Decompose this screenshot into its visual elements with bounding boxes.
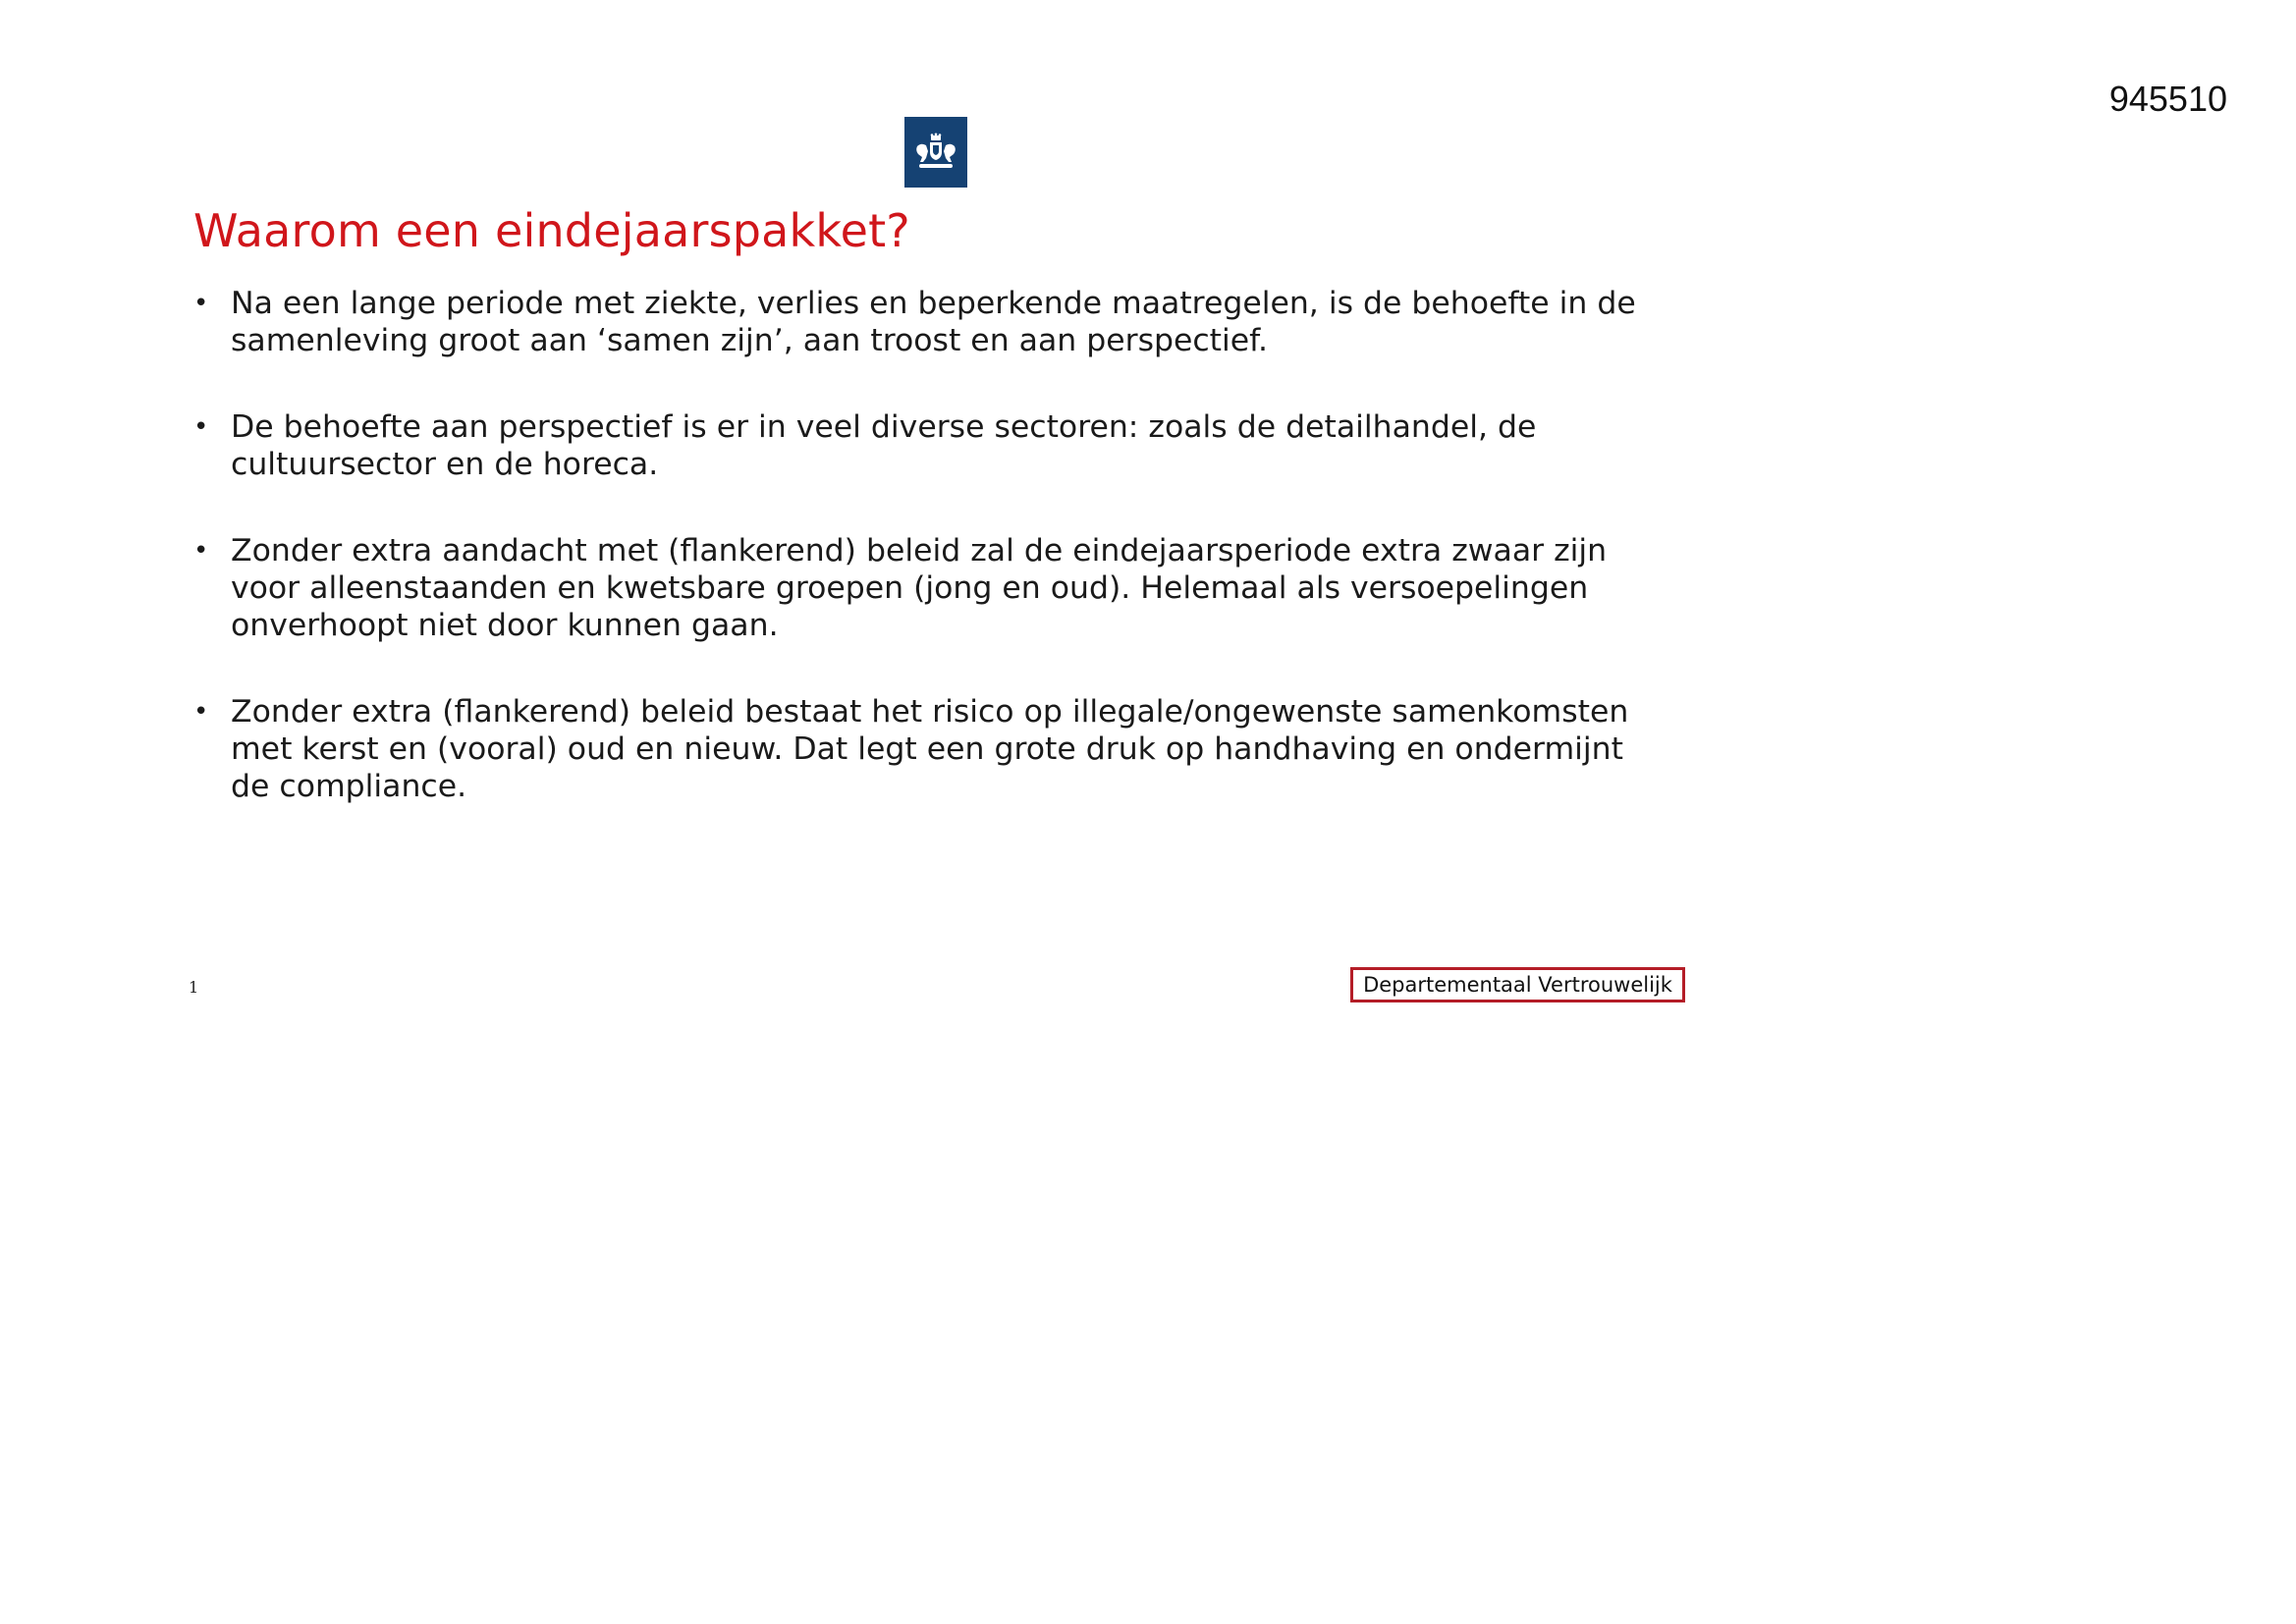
list-item — [193, 532, 1647, 644]
bullet-icon: • — [193, 289, 209, 318]
bullet-icon: • — [193, 697, 209, 727]
government-logo — [904, 117, 967, 188]
bullet-text: De behoefte aan perspectief is er in veel diverse sectoren: zoals de detailhandel, de cultuursector en de horeca. — [231, 409, 1537, 482]
bullet-text: Na een lange periode met ziekte, verlies en beperkende maatregelen, is de behoefte in de samenleving groot aan ‘samen zijn’, aan troost en aan perspectief. — [231, 286, 1636, 358]
page-number: 1 — [189, 978, 199, 997]
list-item — [193, 285, 1647, 359]
bullet-text: Zonder extra aandacht met (flankerend) beleid zal de eindejaarsperiode extra zwaar zijn voor alleenstaanden en kwetsbare groepen (jong en oud). Helemaal als versoepelingen onverhoopt niet door kunnen gaan. — [231, 533, 1608, 643]
list-item — [193, 693, 1647, 805]
page-title: Waarom een eindejaarspakket? — [193, 204, 910, 257]
document-number: 945510 — [2108, 79, 2227, 119]
bullet-icon: • — [193, 536, 209, 566]
list-item — [193, 408, 1647, 483]
classification-label: Departementaal Vertrouwelijk — [1350, 967, 1685, 1002]
coat-of-arms-icon — [911, 133, 960, 172]
bullet-icon: • — [193, 412, 209, 442]
bullet-list — [193, 285, 1647, 854]
bullet-text: Zonder extra (flankerend) beleid bestaat het risico op illegale/ongewenste samenkomsten met kerst en (vooral) oud en nieuw. Dat legt een grote druk op handhaving en ondermijnt de compliance. — [231, 694, 1629, 804]
